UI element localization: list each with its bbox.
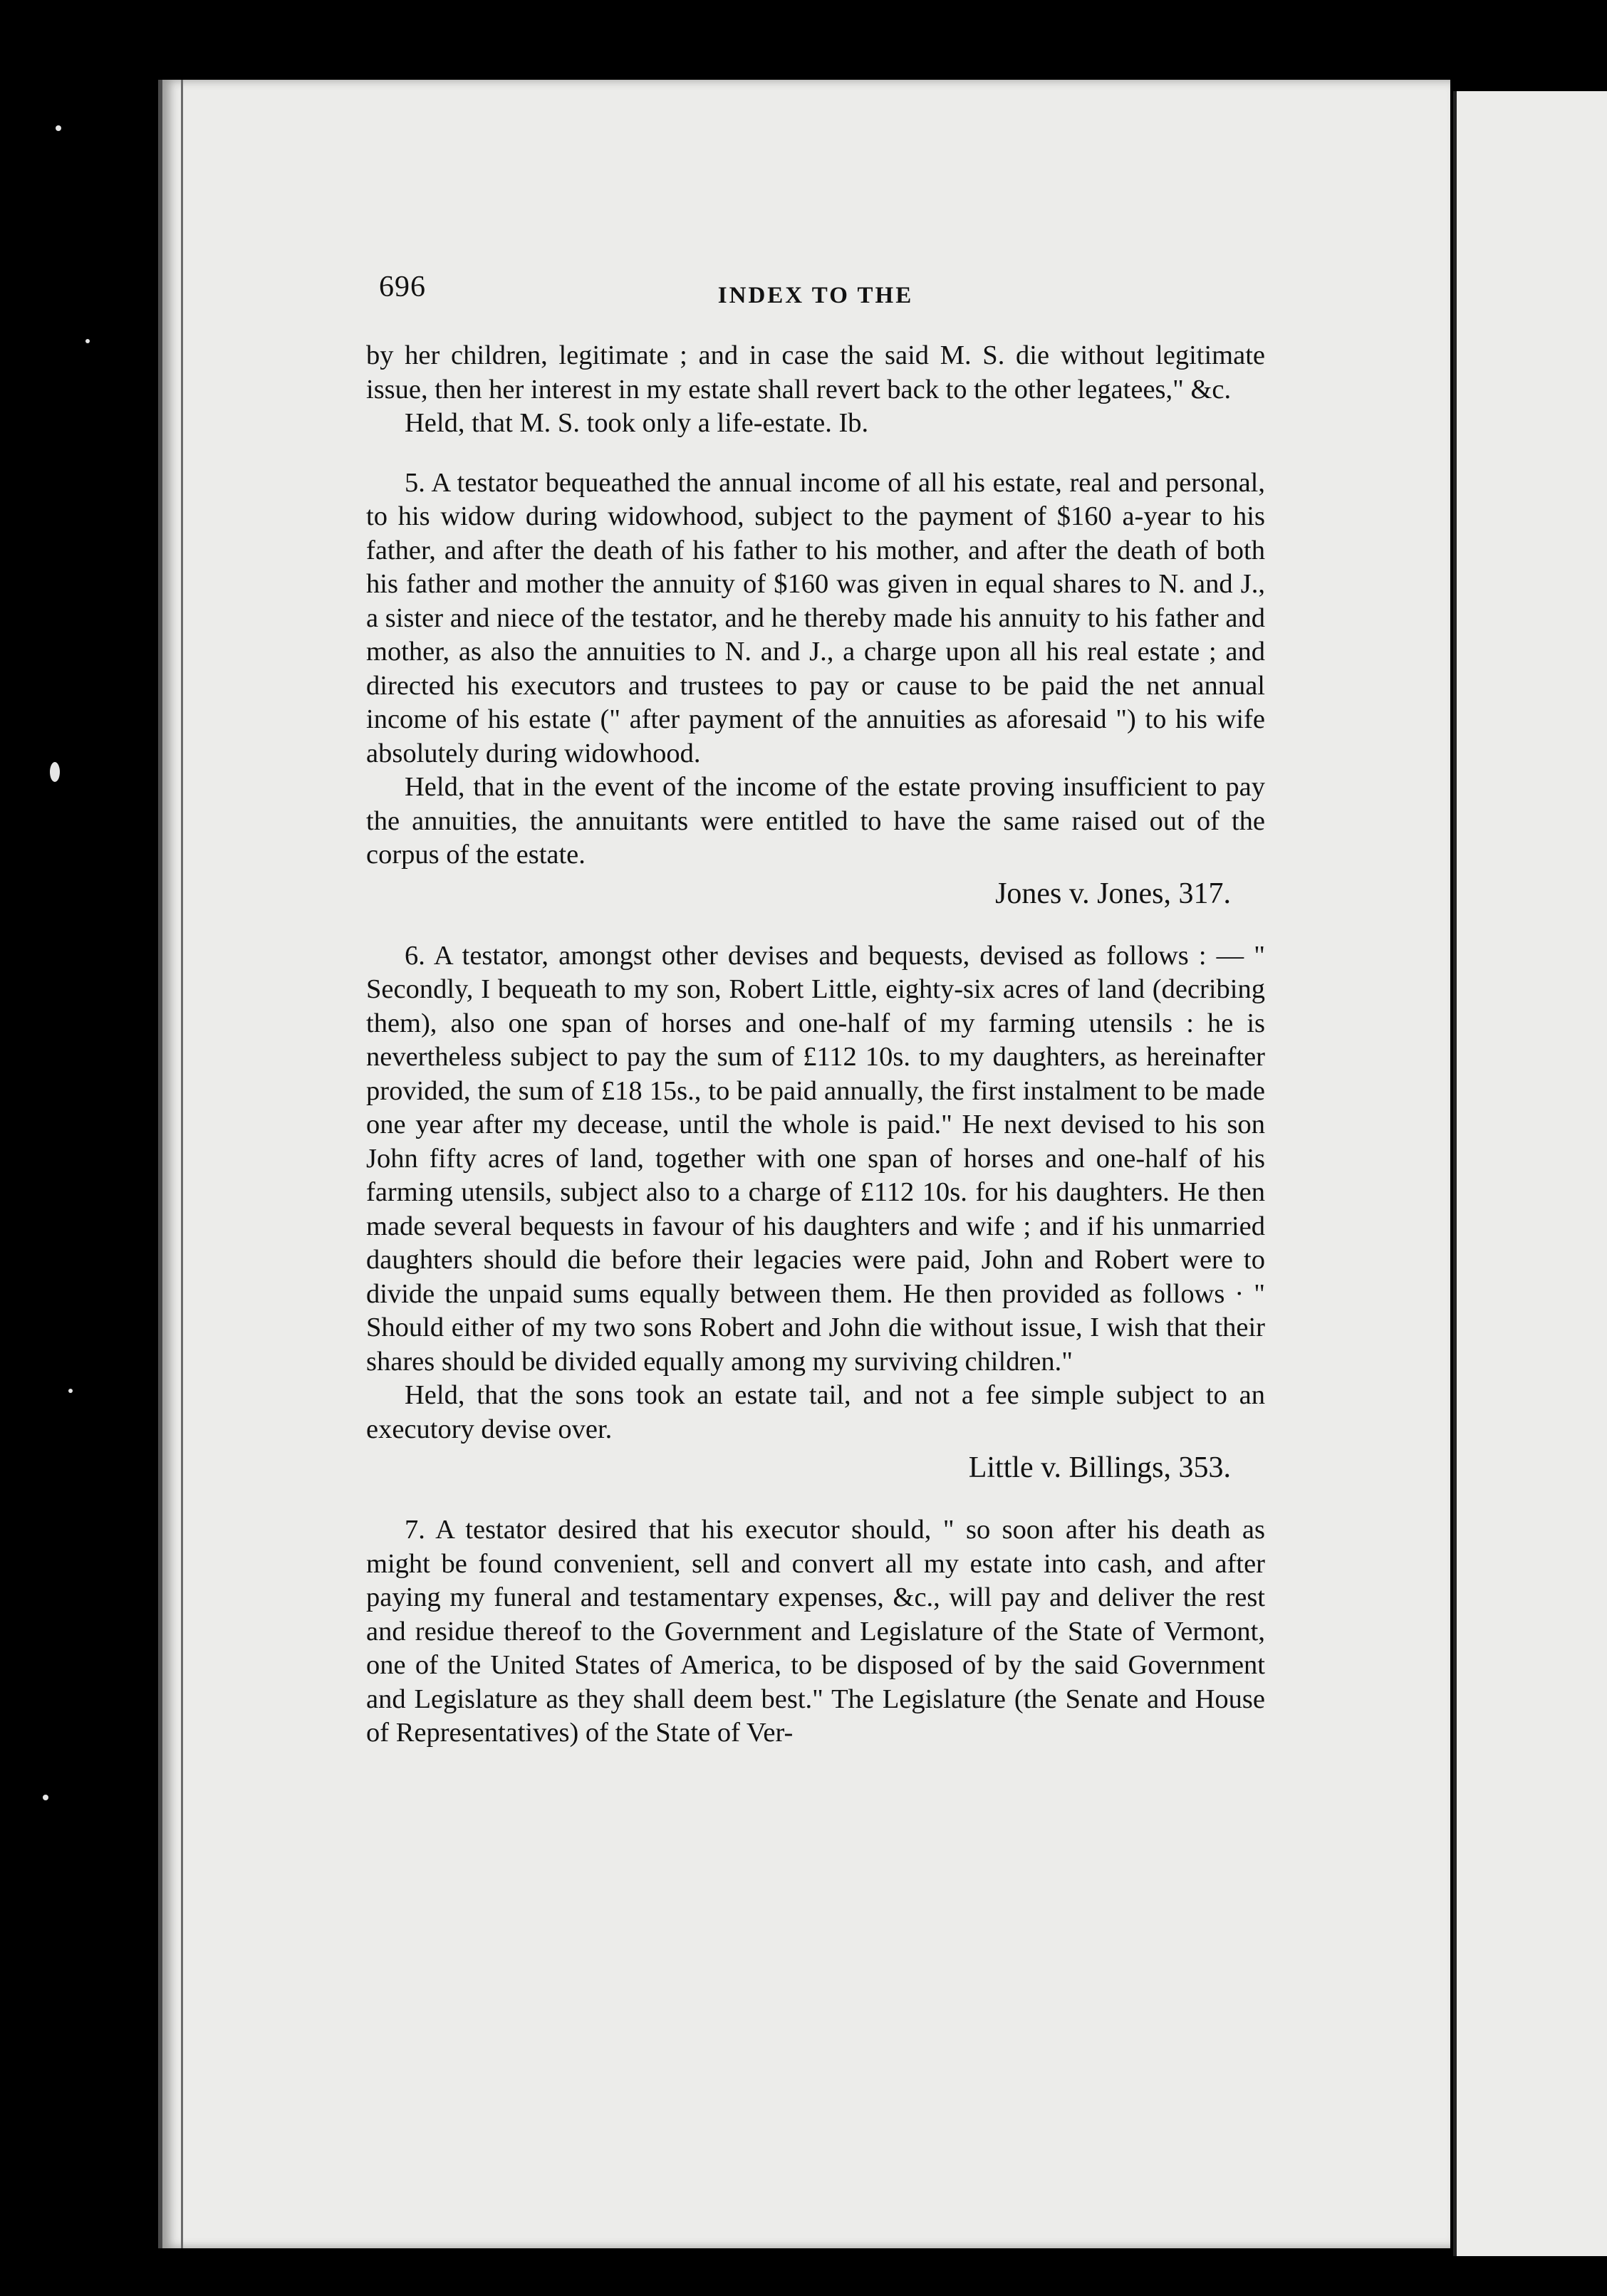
scan-speck [50,762,60,782]
held-statement: Held, that in the event of the income of the estate proving insufficient to pay the annuities, the annuitants were entitled to have the same raised out of the corpus of the estate. [366,772,1265,870]
scan-border-left [0,0,157,2296]
facing-page-edge [1453,91,1607,2256]
paragraph-7: 7. A testator desired that his executor should, " so soon after his death as might be found convenient, sell and convert all my estate into cash, and after paying my funeral and testamentary expenses, &c., will pay and deliver the rest and residue thereof to the Government and Legislature of the State of Vermont, one of the United States of America, to be disposed of by the said Government and Legislature as they shall deem best." The Legislature (the Senate and House of Representatives) of the State of Ver- [366,1515,1265,1748]
case-citation: Jones v. Jones, 317. [995,877,1231,910]
page-number: 696 [379,271,426,303]
paragraph-5: 5. A testator bequeathed the annual income of all his estate, real and personal, to his widow during widowhood, subject to the payment of $160 a-year to his father, and after the death of his father to his mother, and after the death of both his father and mother the annuity of $160 was given in equal shares to N. and J., a sister and niece of the testator, and he thereby made his annuity to his father and mother, as also the annuities to N. and J., a charge upon all his real estate ; and directed his executors and trustees to pay or cause to be paid the net annual income of his estate (" after payment of the annuities as aforesaid ") to his wife absolutely during widowhood. [366,467,1265,768]
held-statement: Held, that M. S. took only a life-estate. Ib. [405,408,869,438]
page-gutter-line [181,80,183,2248]
paragraph-6: 6. A testator, amongst other devises and bequests, devised as follows : — " Secondly, I bequeath to my son, Robert Little, eighty-six acres of land (decribing them), also one span of horses and one-half of my farming utensils : he is nevertheless subject to pay the sum of £112 10s. to my daughters, as hereinafter provided, the sum of £18 15s., to be paid annually, the first instalment to be made one year after my decease, until the whole is paid." He next devised to his son John fifty acres of land, together with one span of horses and one-half of his farming utensils, subject also to a charge of £112 10s. for his daughters. He then made several bequests in favour of his daughters and wife ; and if his unmarried daughters should die before their legacies were paid, John and Robert were to divide the unpaid sums equally between them. He then provided as follows · " Should either of my two sons Robert and John die without issue, I wish that their shares should be divided equally among my surviving children." [366,940,1265,1377]
scan-speck [85,339,90,343]
scan-speck [43,1795,48,1800]
page-header [366,271,1265,320]
page-text-block [366,271,1265,1750]
held-statement: Held, that the sons took an estate tail, and not a fee simple subject to an executory devise over. [366,1380,1265,1444]
scan-speck [56,125,61,131]
paragraph-continued: by her children, legitimate ; and in case the said M. S. die without legitimate issue, then her interest in my estate shall revert back to the other legatees," &c. [366,340,1265,405]
scan-speck [68,1389,73,1393]
case-citation: Little v. Billings, 353. [968,1451,1231,1484]
running-head: INDEX TO THE [717,283,914,308]
